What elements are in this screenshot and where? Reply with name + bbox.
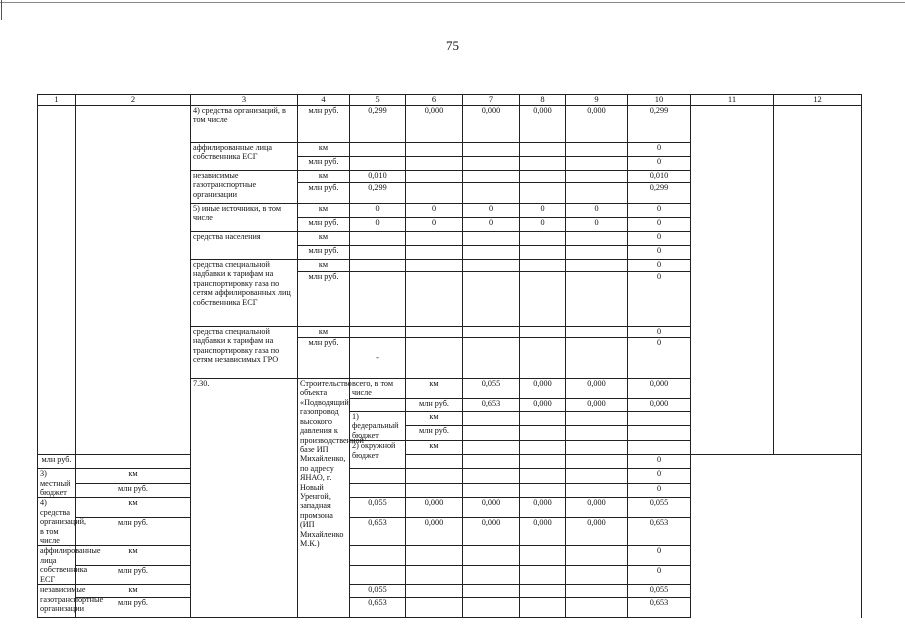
col-header: 11: [691, 95, 774, 106]
unit-cell: млн руб.: [76, 517, 191, 546]
unit-cell: км: [298, 232, 350, 246]
value-cell: 0,299: [628, 183, 691, 204]
table-row: [38, 565, 862, 584]
column-number-row: [38, 95, 862, 106]
table-row: [38, 585, 862, 598]
table-row: [38, 469, 862, 484]
col-header: 4: [298, 95, 350, 106]
table-row: [38, 106, 862, 143]
value-cell: 0,000: [406, 517, 463, 546]
unit-cell: км: [76, 469, 191, 484]
item-name: Строительство объекта «Подводящий газопровод высокого давления к производственной базе ИП Михайленко, по адресу ЯНАО, г. Новый Уренгой, западная промзона (ИП Михайленко М.К.): [298, 379, 350, 618]
value-cell: 0: [520, 218, 566, 232]
unit-cell: км: [76, 585, 191, 598]
value-cell: 0,653: [628, 517, 691, 546]
unit-cell: км: [406, 379, 463, 399]
unit-cell: млн руб.: [298, 338, 350, 379]
unit-cell: млн руб.: [298, 183, 350, 204]
value-cell: 0,653: [628, 598, 691, 618]
value-cell: 0: [520, 204, 566, 218]
value-cell: 0: [628, 455, 691, 469]
value-cell: 0: [463, 204, 520, 218]
col-header: 10: [628, 95, 691, 106]
table-row: [38, 598, 862, 618]
unit-cell: км: [298, 143, 350, 157]
source-label: независимые газотранспортные организации: [191, 171, 298, 204]
unit-cell: млн руб.: [406, 426, 463, 441]
value-cell: 0,055: [463, 379, 520, 399]
table-row: [38, 546, 862, 565]
col-header: 9: [566, 95, 628, 106]
value-cell: 0,299: [350, 106, 406, 143]
table-row: [38, 517, 862, 546]
value-cell: 0,000: [520, 379, 566, 399]
value-cell: 0: [628, 469, 691, 484]
value-cell: 0: [628, 143, 691, 157]
source-label: 1) федеральный бюджет: [350, 411, 406, 440]
page-left-mark: [1, 0, 2, 20]
unit-cell: км: [76, 546, 191, 565]
value-cell: 0,000: [406, 106, 463, 143]
value-cell: 0,010: [628, 171, 691, 183]
unit-cell: млн руб.: [76, 565, 191, 584]
col-header: 5: [350, 95, 406, 106]
unit-cell: млн руб.: [38, 455, 76, 469]
value-cell: 0: [628, 546, 691, 565]
source-label: 3) местный бюджет: [38, 469, 76, 498]
value-cell: 0,055: [628, 585, 691, 598]
unit-cell: км: [76, 498, 191, 517]
value-cell: 0: [628, 218, 691, 232]
value-cell: 0: [628, 157, 691, 171]
unit-cell: млн руб.: [298, 157, 350, 171]
col-header: 12: [774, 95, 862, 106]
page-number: 75: [446, 38, 459, 53]
table-row: [38, 455, 862, 469]
value-cell: 0,000: [566, 379, 628, 399]
value-cell: 0,000: [628, 398, 691, 411]
unit-cell: млн руб.: [406, 398, 463, 411]
unit-cell: км: [298, 260, 350, 272]
source-label: аффилированные лица собственника ЕСГ: [191, 143, 298, 171]
unit-cell: млн руб.: [298, 246, 350, 260]
value-cell: 0,055: [350, 498, 406, 517]
value-cell: 0,000: [566, 517, 628, 546]
effect-cell: [774, 106, 862, 455]
value-cell: 0,000: [520, 517, 566, 546]
value-cell: 0: [628, 260, 691, 272]
unit-cell: км: [298, 171, 350, 183]
value-cell: 0,299: [628, 106, 691, 143]
value-cell: 0,000: [566, 398, 628, 411]
value-cell: 0: [406, 204, 463, 218]
value-cell: 0: [628, 272, 691, 327]
value-cell: 0: [566, 204, 628, 218]
value-cell: 0,000: [520, 106, 566, 143]
value-cell: 0: [628, 232, 691, 246]
unit-cell: км: [298, 327, 350, 338]
value-cell: 0: [406, 218, 463, 232]
item-number: 7.30.: [191, 379, 298, 618]
col-header: 3: [191, 95, 298, 106]
unit-cell: млн руб.: [76, 598, 191, 618]
value-cell: 0: [350, 218, 406, 232]
value-cell: 0,653: [463, 398, 520, 411]
col-header: 1: [38, 95, 76, 106]
source-label: 4) средства организаций, в том числе: [191, 106, 298, 143]
unit-cell: млн руб.: [298, 272, 350, 327]
table-row: [38, 483, 862, 498]
investment-program-table: [37, 94, 862, 618]
value-cell: 0: [628, 338, 691, 379]
value-cell: 0,653: [350, 517, 406, 546]
table-row: [38, 498, 862, 517]
executor-cell: [691, 106, 774, 455]
value-cell: 0,000: [463, 498, 520, 517]
value-cell: 0,000: [566, 106, 628, 143]
value-cell: 0: [628, 483, 691, 498]
value-cell: 0,299: [350, 183, 406, 204]
stray-mark: -: [350, 338, 406, 379]
value-cell: 0: [628, 565, 691, 584]
item-number-cell: [38, 106, 76, 455]
value-cell: 0,000: [406, 498, 463, 517]
value-cell: 0,000: [520, 498, 566, 517]
col-header: 7: [463, 95, 520, 106]
value-cell: 0,055: [350, 585, 406, 598]
value-cell: 0: [628, 204, 691, 218]
unit-cell: км: [298, 204, 350, 218]
value-cell: 0: [350, 204, 406, 218]
source-label: аффилированные лица собственника ЕСГ: [38, 546, 76, 585]
source-label: средства специальной надбавки к тарифам на транспортировку газа по сетям независимых ГРО: [191, 327, 298, 379]
unit-cell: млн руб.: [298, 218, 350, 232]
value-cell: 0: [628, 327, 691, 338]
unit-cell: млн руб.: [76, 483, 191, 498]
value-cell: 0,653: [350, 598, 406, 618]
value-cell: 0: [463, 218, 520, 232]
col-header: 2: [76, 95, 191, 106]
unit-cell: км: [406, 441, 463, 455]
unit-cell: км: [406, 411, 463, 426]
page-top-border: [0, 2, 905, 3]
value-cell: 0,000: [520, 398, 566, 411]
source-label: 4) средства организаций, в том числе: [38, 498, 76, 546]
col-header: 8: [520, 95, 566, 106]
value-cell: 0,055: [628, 498, 691, 517]
source-label: независимые газотранспортные организации: [38, 585, 76, 618]
value-cell: 0: [566, 218, 628, 232]
value-cell: 0,000: [463, 517, 520, 546]
source-label: средства специальной надбавки к тарифам на транспортировку газа по сетям аффилированных лиц собственника ЕСГ: [191, 260, 298, 327]
source-label: всего, в том числе: [350, 379, 406, 399]
source-label: средства населения: [191, 232, 298, 260]
value-cell: 0,000: [463, 106, 520, 143]
value-cell: 0,000: [628, 379, 691, 399]
value-cell: 0,010: [350, 171, 406, 183]
value-cell: 0,000: [566, 498, 628, 517]
unit-cell: млн руб.: [298, 106, 350, 143]
col-header: 6: [406, 95, 463, 106]
value-cell: 0: [628, 246, 691, 260]
source-label: 2) окружной бюджет: [350, 441, 406, 469]
source-label: 5) иные источники, в том числе: [191, 204, 298, 232]
item-name-cell: [76, 106, 191, 455]
